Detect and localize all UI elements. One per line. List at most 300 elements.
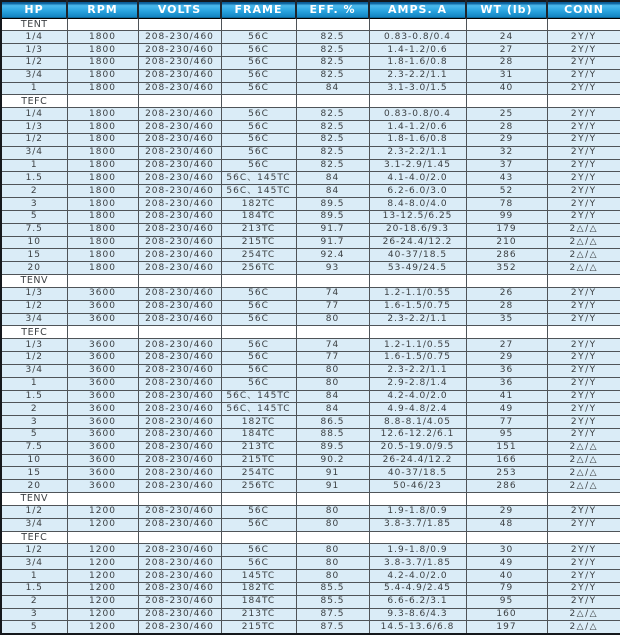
cell-conn: 2△/△: [547, 608, 620, 621]
cell-frame: 184TC: [221, 595, 296, 608]
cell-wt: 28: [466, 121, 547, 134]
empty-cell: [466, 531, 547, 544]
cell-frame: 254TC: [221, 467, 296, 480]
cell-wt: 286: [466, 249, 547, 262]
cell-volts: 208-230/460: [138, 185, 221, 198]
cell-wt: 36: [466, 377, 547, 390]
cell-hp: 5: [1, 621, 67, 634]
cell-wt: 27: [466, 44, 547, 57]
cell-frame: 213TC: [221, 223, 296, 236]
section-row: [1, 275, 620, 288]
cell-hp: 1/3: [1, 121, 67, 134]
cell-eff: 92.4: [296, 249, 369, 262]
cell-wt: 49: [466, 403, 547, 416]
cell-eff: 80: [296, 557, 369, 570]
cell-frame: 56C: [221, 352, 296, 365]
empty-cell: [547, 18, 620, 31]
cell-hp: 2: [1, 595, 67, 608]
cell-rpm: 1800: [67, 121, 138, 134]
section-label: TEFC: [1, 95, 67, 108]
cell-volts: 208-230/460: [138, 403, 221, 416]
cell-frame: 56C: [221, 56, 296, 69]
cell-volts: 208-230/460: [138, 31, 221, 44]
cell-conn: 2Y/Y: [547, 210, 620, 223]
table-row: [1, 121, 620, 134]
cell-eff: 89.5: [296, 198, 369, 211]
cell-rpm: 1200: [67, 557, 138, 570]
cell-hp: 1/3: [1, 287, 67, 300]
cell-amps: 0.83-0.8/0.4: [369, 108, 466, 121]
cell-frame: 256TC: [221, 262, 296, 275]
empty-cell: [67, 95, 138, 108]
table-row: [1, 236, 620, 249]
cell-conn: 2Y/Y: [547, 287, 620, 300]
cell-hp: 7.5: [1, 223, 67, 236]
cell-hp: 1/2: [1, 56, 67, 69]
cell-rpm: 1800: [67, 133, 138, 146]
cell-rpm: 3600: [67, 300, 138, 313]
cell-eff: 90.2: [296, 454, 369, 467]
cell-volts: 208-230/460: [138, 608, 221, 621]
cell-frame: 215TC: [221, 236, 296, 249]
cell-wt: 35: [466, 313, 547, 326]
cell-frame: 56C、145TC: [221, 185, 296, 198]
cell-eff: 84: [296, 403, 369, 416]
cell-conn: 2△/△: [547, 454, 620, 467]
cell-volts: 208-230/460: [138, 56, 221, 69]
cell-wt: 160: [466, 608, 547, 621]
cell-amps: 1.9-1.8/0.9: [369, 505, 466, 518]
cell-wt: 95: [466, 429, 547, 442]
cell-wt: 25: [466, 108, 547, 121]
cell-conn: 2Y/Y: [547, 582, 620, 595]
cell-eff: 82.5: [296, 146, 369, 159]
cell-frame: 56C: [221, 557, 296, 570]
cell-volts: 208-230/460: [138, 390, 221, 403]
empty-cell: [138, 531, 221, 544]
empty-cell: [67, 275, 138, 288]
cell-volts: 208-230/460: [138, 339, 221, 352]
cell-eff: 77: [296, 352, 369, 365]
cell-eff: 82.5: [296, 108, 369, 121]
cell-frame: 56C: [221, 313, 296, 326]
cell-amps: 1.2-1.1/0.55: [369, 287, 466, 300]
table-row: [1, 608, 620, 621]
cell-volts: 208-230/460: [138, 108, 221, 121]
cell-rpm: 1200: [67, 595, 138, 608]
cell-volts: 208-230/460: [138, 198, 221, 211]
cell-frame: 56C: [221, 146, 296, 159]
cell-frame: 56C: [221, 121, 296, 134]
cell-volts: 208-230/460: [138, 300, 221, 313]
empty-cell: [221, 531, 296, 544]
empty-cell: [369, 275, 466, 288]
cell-conn: 2Y/Y: [547, 56, 620, 69]
cell-rpm: 3600: [67, 377, 138, 390]
empty-cell: [221, 275, 296, 288]
cell-amps: 12.6-12.2/6.1: [369, 429, 466, 442]
empty-cell: [138, 18, 221, 31]
cell-hp: 1/2: [1, 300, 67, 313]
cell-volts: 208-230/460: [138, 454, 221, 467]
column-header-rpm: RPM: [67, 1, 138, 18]
cell-eff: 85.5: [296, 595, 369, 608]
cell-rpm: 1800: [67, 249, 138, 262]
table-row: [1, 518, 620, 531]
table-row: [1, 249, 620, 262]
cell-conn: 2Y/Y: [547, 82, 620, 95]
cell-hp: 1/4: [1, 31, 67, 44]
cell-amps: 3.1-2.9/1.45: [369, 159, 466, 172]
cell-amps: 1.6-1.5/0.75: [369, 352, 466, 365]
cell-frame: 182TC: [221, 416, 296, 429]
cell-hp: 1/4: [1, 108, 67, 121]
cell-volts: 208-230/460: [138, 69, 221, 82]
cell-frame: 56C: [221, 31, 296, 44]
cell-wt: 27: [466, 339, 547, 352]
cell-volts: 208-230/460: [138, 364, 221, 377]
cell-rpm: 1200: [67, 544, 138, 557]
cell-eff: 91: [296, 480, 369, 493]
empty-cell: [547, 531, 620, 544]
cell-hp: 3/4: [1, 69, 67, 82]
cell-amps: 2.3-2.2/1.1: [369, 364, 466, 377]
table-row: [1, 133, 620, 146]
cell-amps: 14.5-13.6/6.8: [369, 621, 466, 634]
cell-amps: 1.4-1.2/0.6: [369, 44, 466, 57]
cell-hp: 1: [1, 377, 67, 390]
cell-eff: 80: [296, 570, 369, 583]
cell-eff: 80: [296, 518, 369, 531]
cell-rpm: 3600: [67, 416, 138, 429]
cell-amps: 20-18.6/9.3: [369, 223, 466, 236]
cell-hp: 5: [1, 210, 67, 223]
cell-conn: 2Y/Y: [547, 133, 620, 146]
cell-rpm: 1800: [67, 262, 138, 275]
cell-conn: 2Y/Y: [547, 31, 620, 44]
cell-volts: 208-230/460: [138, 249, 221, 262]
empty-cell: [547, 326, 620, 339]
table-row: [1, 416, 620, 429]
cell-conn: 2Y/Y: [547, 364, 620, 377]
cell-frame: 56C: [221, 544, 296, 557]
table-row: [1, 505, 620, 518]
section-row: [1, 531, 620, 544]
cell-rpm: 3600: [67, 441, 138, 454]
cell-amps: 26-24.4/12.2: [369, 236, 466, 249]
cell-rpm: 3600: [67, 454, 138, 467]
empty-cell: [138, 493, 221, 506]
table-row: [1, 582, 620, 595]
empty-cell: [466, 18, 547, 31]
empty-cell: [296, 326, 369, 339]
column-header-frame: FRAME: [221, 1, 296, 18]
cell-eff: 91.7: [296, 223, 369, 236]
table-header: [1, 1, 620, 18]
cell-volts: 208-230/460: [138, 377, 221, 390]
cell-conn: 2Y/Y: [547, 44, 620, 57]
cell-volts: 208-230/460: [138, 352, 221, 365]
cell-hp: 15: [1, 249, 67, 262]
cell-volts: 208-230/460: [138, 582, 221, 595]
cell-frame: 182TC: [221, 198, 296, 211]
cell-conn: 2Y/Y: [547, 146, 620, 159]
cell-amps: 1.8-1.6/0.8: [369, 133, 466, 146]
cell-eff: 84: [296, 390, 369, 403]
cell-hp: 10: [1, 236, 67, 249]
cell-hp: 3: [1, 198, 67, 211]
cell-conn: 2Y/Y: [547, 557, 620, 570]
cell-eff: 91.7: [296, 236, 369, 249]
cell-hp: 1: [1, 159, 67, 172]
cell-wt: 197: [466, 621, 547, 634]
cell-eff: 89.5: [296, 210, 369, 223]
cell-eff: 82.5: [296, 31, 369, 44]
cell-rpm: 1800: [67, 108, 138, 121]
empty-cell: [466, 493, 547, 506]
cell-wt: 37: [466, 159, 547, 172]
cell-amps: 3.8-3.7/1.85: [369, 557, 466, 570]
cell-volts: 208-230/460: [138, 44, 221, 57]
cell-frame: 56C、145TC: [221, 403, 296, 416]
empty-cell: [369, 18, 466, 31]
empty-cell: [369, 95, 466, 108]
table-row: [1, 172, 620, 185]
cell-wt: 77: [466, 416, 547, 429]
cell-conn: 2△/△: [547, 223, 620, 236]
cell-volts: 208-230/460: [138, 287, 221, 300]
cell-conn: 2Y/Y: [547, 69, 620, 82]
cell-amps: 1.4-1.2/0.6: [369, 121, 466, 134]
cell-volts: 208-230/460: [138, 544, 221, 557]
cell-amps: 2.9-2.8/1.4: [369, 377, 466, 390]
section-row: [1, 18, 620, 31]
empty-cell: [369, 326, 466, 339]
cell-volts: 208-230/460: [138, 467, 221, 480]
table-row: [1, 210, 620, 223]
table-row: [1, 56, 620, 69]
table-row: [1, 595, 620, 608]
cell-wt: 52: [466, 185, 547, 198]
cell-conn: 2Y/Y: [547, 416, 620, 429]
cell-eff: 80: [296, 505, 369, 518]
section-label: TENV: [1, 493, 67, 506]
cell-rpm: 3600: [67, 364, 138, 377]
header-row: [1, 1, 620, 18]
empty-cell: [138, 326, 221, 339]
table-row: [1, 570, 620, 583]
cell-wt: 40: [466, 82, 547, 95]
cell-hp: 1/3: [1, 339, 67, 352]
cell-frame: 56C: [221, 69, 296, 82]
cell-conn: 2Y/Y: [547, 377, 620, 390]
cell-eff: 82.5: [296, 44, 369, 57]
cell-conn: 2Y/Y: [547, 198, 620, 211]
table-row: [1, 441, 620, 454]
cell-conn: 2Y/Y: [547, 159, 620, 172]
cell-hp: 20: [1, 480, 67, 493]
table-row: [1, 198, 620, 211]
cell-wt: 32: [466, 146, 547, 159]
cell-rpm: 3600: [67, 313, 138, 326]
cell-eff: 86.5: [296, 416, 369, 429]
cell-hp: 2: [1, 403, 67, 416]
cell-wt: 31: [466, 69, 547, 82]
cell-volts: 208-230/460: [138, 505, 221, 518]
empty-cell: [221, 95, 296, 108]
cell-frame: 56C: [221, 518, 296, 531]
cell-volts: 208-230/460: [138, 236, 221, 249]
cell-conn: 2Y/Y: [547, 429, 620, 442]
table-row: [1, 313, 620, 326]
cell-frame: 256TC: [221, 480, 296, 493]
cell-eff: 80: [296, 364, 369, 377]
cell-eff: 82.5: [296, 121, 369, 134]
empty-cell: [138, 275, 221, 288]
table-row: [1, 69, 620, 82]
cell-volts: 208-230/460: [138, 416, 221, 429]
cell-amps: 2.3-2.2/1.1: [369, 69, 466, 82]
cell-hp: 3: [1, 608, 67, 621]
cell-amps: 0.83-0.8/0.4: [369, 31, 466, 44]
table-row: [1, 82, 620, 95]
cell-eff: 80: [296, 313, 369, 326]
cell-hp: 5: [1, 429, 67, 442]
table-row: [1, 262, 620, 275]
empty-cell: [67, 18, 138, 31]
cell-eff: 89.5: [296, 441, 369, 454]
cell-eff: 74: [296, 287, 369, 300]
cell-rpm: 3600: [67, 352, 138, 365]
section-label: TENT: [1, 18, 67, 31]
cell-eff: 82.5: [296, 159, 369, 172]
cell-volts: 208-230/460: [138, 210, 221, 223]
cell-amps: 40-37/18.5: [369, 249, 466, 262]
empty-cell: [221, 493, 296, 506]
cell-rpm: 1800: [67, 236, 138, 249]
cell-amps: 53-49/24.5: [369, 262, 466, 275]
cell-rpm: 1800: [67, 172, 138, 185]
cell-volts: 208-230/460: [138, 146, 221, 159]
cell-volts: 208-230/460: [138, 121, 221, 134]
cell-amps: 8.8-8.1/4.05: [369, 416, 466, 429]
cell-conn: 2Y/Y: [547, 172, 620, 185]
cell-amps: 1.2-1.1/0.55: [369, 339, 466, 352]
cell-conn: 2Y/Y: [547, 518, 620, 531]
cell-eff: 82.5: [296, 56, 369, 69]
cell-rpm: 1800: [67, 210, 138, 223]
cell-frame: 56C: [221, 505, 296, 518]
cell-conn: 2△/△: [547, 236, 620, 249]
cell-eff: 80: [296, 544, 369, 557]
cell-wt: 78: [466, 198, 547, 211]
table-row: [1, 339, 620, 352]
cell-wt: 95: [466, 595, 547, 608]
cell-wt: 48: [466, 518, 547, 531]
cell-hp: 3/4: [1, 518, 67, 531]
table-row: [1, 403, 620, 416]
column-header-wt: WT (lb): [466, 1, 547, 18]
cell-frame: 182TC: [221, 582, 296, 595]
cell-rpm: 1800: [67, 159, 138, 172]
cell-volts: 208-230/460: [138, 82, 221, 95]
cell-amps: 4.2-4.0/2.0: [369, 570, 466, 583]
cell-frame: 56C: [221, 133, 296, 146]
cell-rpm: 1200: [67, 518, 138, 531]
table-row: [1, 544, 620, 557]
cell-rpm: 1800: [67, 82, 138, 95]
cell-wt: 36: [466, 364, 547, 377]
cell-hp: 20: [1, 262, 67, 275]
table-row: [1, 300, 620, 313]
cell-frame: 56C: [221, 44, 296, 57]
section-row: [1, 95, 620, 108]
cell-amps: 2.3-2.2/1.1: [369, 146, 466, 159]
table-row: [1, 185, 620, 198]
cell-eff: 84: [296, 82, 369, 95]
empty-cell: [466, 275, 547, 288]
cell-hp: 1.5: [1, 172, 67, 185]
cell-frame: 56C: [221, 377, 296, 390]
cell-amps: 1.9-1.8/0.9: [369, 544, 466, 557]
cell-amps: 3.8-3.7/1.85: [369, 518, 466, 531]
table-row: [1, 557, 620, 570]
cell-amps: 50-46/23: [369, 480, 466, 493]
cell-eff: 85.5: [296, 582, 369, 595]
cell-volts: 208-230/460: [138, 133, 221, 146]
cell-wt: 30: [466, 544, 547, 557]
cell-volts: 208-230/460: [138, 313, 221, 326]
cell-amps: 2.3-2.2/1.1: [369, 313, 466, 326]
cell-rpm: 3600: [67, 429, 138, 442]
cell-amps: 3.1-3.0/1.5: [369, 82, 466, 95]
cell-eff: 74: [296, 339, 369, 352]
table-row: [1, 480, 620, 493]
cell-frame: 213TC: [221, 441, 296, 454]
section-label: TEFC: [1, 531, 67, 544]
cell-conn: 2△/△: [547, 480, 620, 493]
cell-wt: 99: [466, 210, 547, 223]
cell-eff: 87.5: [296, 621, 369, 634]
cell-hp: 3: [1, 416, 67, 429]
table-row: [1, 467, 620, 480]
cell-volts: 208-230/460: [138, 557, 221, 570]
cell-hp: 1/2: [1, 133, 67, 146]
empty-cell: [221, 18, 296, 31]
cell-wt: 210: [466, 236, 547, 249]
cell-eff: 80: [296, 377, 369, 390]
empty-cell: [547, 275, 620, 288]
column-header-eff: EFF. %: [296, 1, 369, 18]
cell-conn: 2Y/Y: [547, 570, 620, 583]
column-header-amps: AMPS. A: [369, 1, 466, 18]
cell-conn: 2Y/Y: [547, 544, 620, 557]
cell-hp: 1/2: [1, 544, 67, 557]
cell-hp: 2: [1, 185, 67, 198]
cell-frame: 56C: [221, 82, 296, 95]
empty-cell: [67, 326, 138, 339]
cell-frame: 56C: [221, 364, 296, 377]
empty-cell: [67, 531, 138, 544]
cell-hp: 10: [1, 454, 67, 467]
column-header-volts: VOLTS: [138, 1, 221, 18]
cell-wt: 28: [466, 56, 547, 69]
cell-wt: 29: [466, 505, 547, 518]
cell-amps: 20.5-19.0/9.5: [369, 441, 466, 454]
table-row: [1, 287, 620, 300]
cell-hp: 3/4: [1, 364, 67, 377]
cell-volts: 208-230/460: [138, 429, 221, 442]
